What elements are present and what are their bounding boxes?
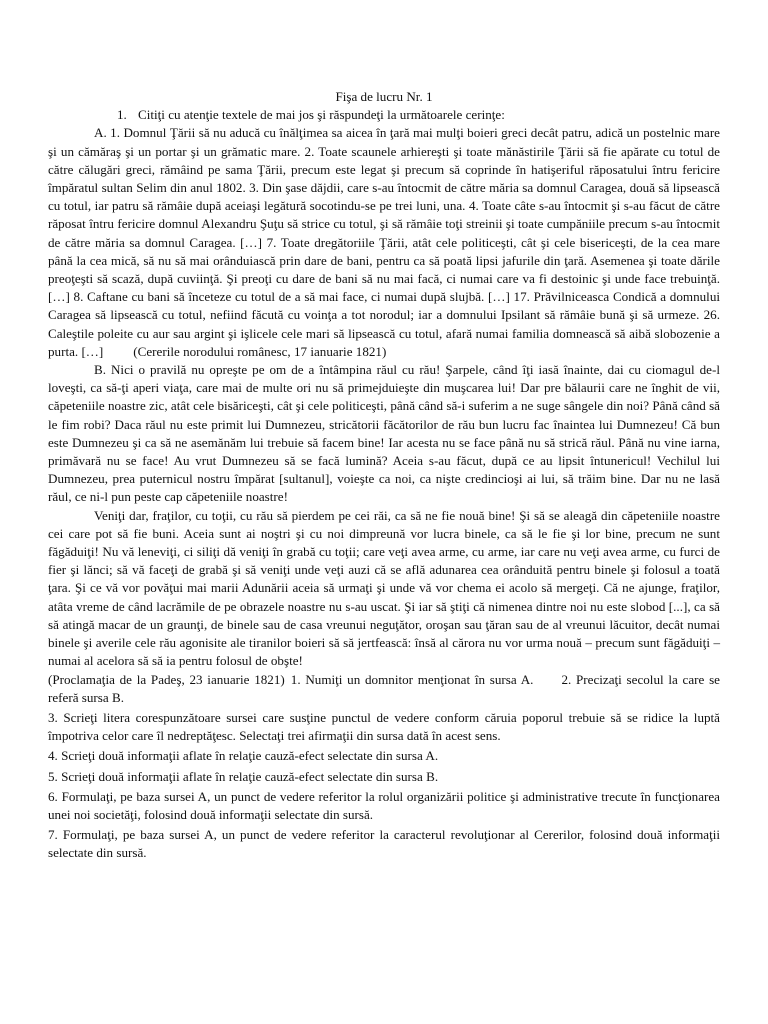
question-3: 3. Scrieţi litera corespunzătoare sursei care susţine punctul de vedere conform căruia poporul trebuie să se ridice la luptă împotriva celor care îl nedreptăţesc. Selectaţi trei afirmaţii din sursa dată în acest sens. — [48, 709, 720, 744]
source-b-citation-and-questions — [48, 671, 720, 707]
question-5: 5. Scrieţi două informaţii aflate în relaţie cauză-efect selectate din sursa B. — [48, 768, 439, 784]
source-a-citation: (Cererile norodului românesc, 17 ianuarie 1821) — [133, 343, 387, 359]
question-4: 4. Scrieţi două informaţii aflate în relaţie cauză-efect selectate din sursa A. — [48, 748, 439, 764]
worksheet-title: Fişa de lucru Nr. 1 — [335, 89, 433, 104]
question-2: 2. Precizaţi secolul la care se referă sursa B. — [48, 671, 720, 705]
source-a-text: A. 1. Domnul Ţării să nu aducă cu înălţimea sa aicea în ţară mai mulţi boieri greci decât patru, adică un postelnic mare şi un cămăraş şi un portar şi un grămatic mare. 2. Toate scaunele arhiereşti şi toate mănăstirile Ţării să fie apărate cu totul de către călugări greci, rămâind pe sama Ţării, precum este legat şi precum să coprinde în hatişeriful răposatului întru fericire împăratul sultan Selim din anul 1802. 3. Din şase dăjdii, care s-au întocmit de către măria sa domnul Caragea, două să lipsească cu totul, iar patru să rămâie după aceiaşi legătură socotindu-se pe trei luni, una. 4. Toate câte s-au întocmit şi s-au făcut de către răposat întru fericire domnul Alexandru Şuţu să strice cu totul, şi să rămâie toţi streinii şi toate cumpăniile precum s-au întocmit de către măria sa domnul Caragea. […] 7. Toate dregătoriile Ţării, atât cele politiceşti, cât şi cele bisericeşti, de la cea mare până la cea mică, să nu să mai orânduiască prin dare de bani, pentru ca să poată lipsi jafurile din ţară. Asemenea şi toate dările preoţeşti să scază, după cuviinţă. Şi preoţi cu dare de bani să nu mai facă, ci numai care va fi destoinic şi unde face trebuinţă. […] 8. Caftane cu bani să înceteze cu totul de a să mai face, ci numai după slujbă. […] 17. Prăvilniceasca Condică a domnului Caragea să lipsească cu totul, nefiind făcută cu voinţa a tot norodul; iar a domnului Ipsilant să rămâie bună şi să urmeze. 26. Caleştile poleite cu aur sau argint şi işlicele cele mari să lipsească cu totul, afară numai familia domnească să aibă slobozenie a purta. […] — [48, 125, 720, 359]
source-b-citation: (Proclamaţia de la Padeş, 23 ianuarie 1821) — [48, 671, 285, 687]
source-b-paragraph-2-text: Veniţi dar, fraţilor, cu toţii, cu rău să pierdem pe cei răi, ca să ne fie nouă bine! Şi să se aleagă din căpeteniile noastre cei care pot să fie buni. Aceia sunt ai noştri şi cu noi dimpreună vor lucra binele, ca să le fie şi lor bine, precum ne sunt făgăduiţi! Nu vă leneviţi, ci siliţi dă veniţi în grabă cu toţii; care veţi avea arme, cu arme, iar care nu veţi avea arme, cu furci de fier şi lănci; să vă faceţi de grabă şi să veniţi unde veţi auzi că se află adunarea cea orânduită pentru binele şi folosul a toată ţara. Şi ce vă vor povăţui mai marii Adunării aceia să urmaţi şi unde vă vor chema ei acolo să mergeţi. Că ne ajunge, fraţilor, atâta vreme de când lacrămile de pe obrazele noastre nu s-au uscat. Şi iar să ştiţi că nimenea dintre noi nu este slobod [...], ca să să atingă macar de un graunţi, de binele sau de casa vreunui neguţător, oroşan sau ţăran sau de al vreunui lăcuitor, decât numai binele şi averile cele rău agonisite ale tiranilor boieri să să jertfească: însă al cărora nu vor urma nouă – precum sunt făgăduiţi – numai al acelora să să ia pentru folosul de obşte! — [48, 507, 720, 669]
source-b-paragraph-2 — [48, 507, 720, 671]
source-b-paragraph-1: B. Nici o pravilă nu opreşte pe om de a întâmpina răul cu rău! Şarpele, când îţi iasă înainte, dai cu ciomagul de-l loveşti, ca să-ţi aperi viaţa, care mai de multe ori nu să primejduieşte din muşcarea lui! Dar pre bălaurii care ne înghit de vii, căpeteniile noastre zic, atât cele bisăriceşti, cât şi cele politiceşti, până când să-i suferim a ne suge sângele din noi? Până când să le fim robi? Daca răul nu este primit lui Dumnezeu, stricătorii făcătorilor de rău bun lucru fac înaintea lui Dumnezeu! Că bun este Dumnezeu şi ca să ne asemănăm lui trebuie să facem bine! Iar acesta nu se face până nu să strică răul. Până nu vine iarna, primăvară nu se face! Au vrut Dumnezeu să se facă lumină? Aceia s-au făcut, după ce au lipsit întunericul! Vechilul lui Dumnezeu, prea puternicul nostru împărat [sultanul], voieşte ca noi, ca nişte credincioşi ai lui, să trăim bine. Dar nu ne lasă răul, ce ni-l pun peste cap căpeteniile noastre! — [48, 362, 720, 505]
worksheet-page — [48, 88, 720, 863]
instruction-line — [48, 106, 720, 124]
question-7: 7. Formulaţi, pe baza sursei A, un punct de vedere referitor la caracterul revoluţionar al Cererilor, folosind două informaţii selectate din sursă. — [48, 827, 720, 861]
instruction-number: 1. — [117, 107, 127, 123]
question-1: 1. Numiţi un domnitor menţionat în sursa A. — [290, 671, 534, 687]
question-6: 6. Formulaţi, pe baza sursei A, un punct de vedere referitor la rolul organizării politice şi administrative trecute în funcţionarea unei noi societăţi, folosind două informaţii selectate din sursă. — [48, 788, 720, 822]
instruction-text: Citiţi cu atenţie textele de mai jos şi răspundeţi la următoarele cerinţe: — [138, 107, 505, 123]
source-a-paragraph — [48, 124, 720, 361]
